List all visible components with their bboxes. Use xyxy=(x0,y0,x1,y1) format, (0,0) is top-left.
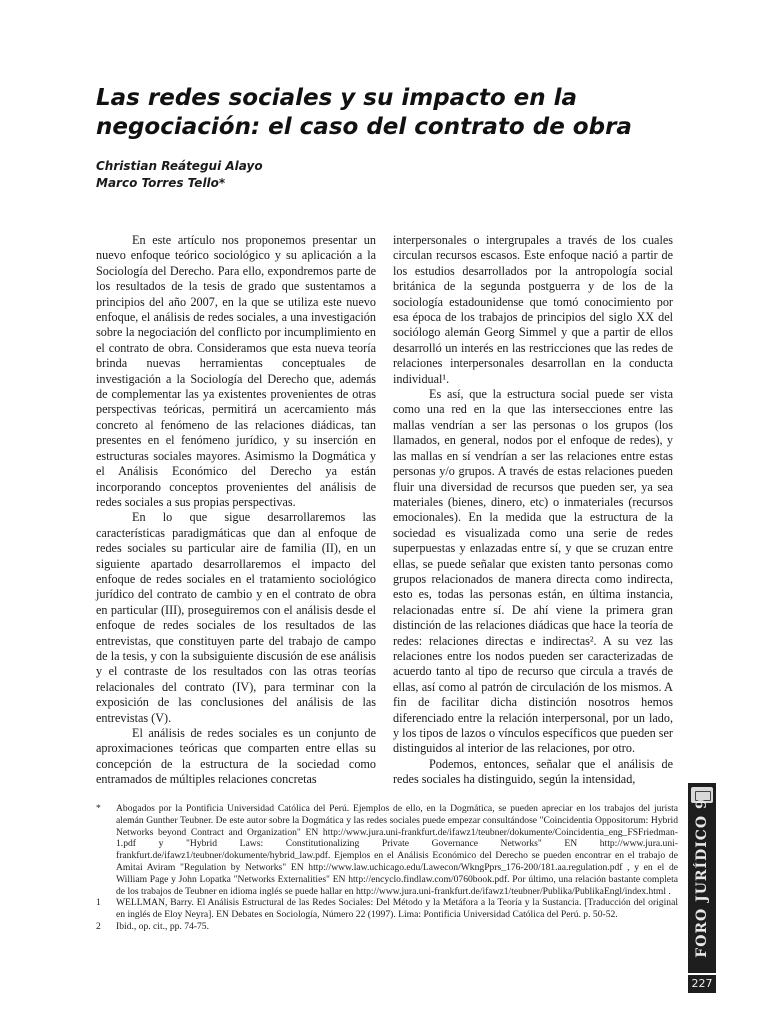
footnote-text: WELLMAN, Barry. El Análisis Estructural de las Redes Sociales: Del Método y la Metáfora a la Teoría y la Sustancia. [Traducción del original en inglés de Eloy Neyra]. EN Debates en Sociología, Número 22 (1997). Lima: Pontificia Universidad Católica del Perú. p. 50-52. xyxy=(116,897,678,921)
footnote-mark: 1 xyxy=(96,897,101,909)
paragraph: Podemos, entonces, señalar que el análisis de redes sociales ha distinguido, según la intensidad, xyxy=(393,756,673,787)
paragraph: Es así, que la estructura social puede ser vista como una red en la que las intersecciones entre las mallas vendrían a ser las personas o los grupos (los llamados, en general, nodos por el enfoque de redes), y las mallas en sí vendrían a ser las relaciones entre estas personas y/o grupos. A través de estas relaciones pueden fluir una diversidad de recursos que pueden ser, ya sea materiales (bienes, dinero, etc) o inmateriales (recursos emocionales). En la medida que la estructura de la sociedad es visualizada como una serie de redes superpuestas y enlazadas entre sí, y que se cruzan entre ellas, se puede señalar que existen tanto personas como grupos relacionados de manera directa como indirecta, esto es, todas las personas están, en última instancia, relacionadas entre sí. De ahí viene la primera gran distinción de las relaciones diádicas que hace la teoría de redes: relaciones directas e indirectas². A su vez las relaciones entre los nodos pueden ser caracterizadas de acuerdo tanto al tipo de recurso que circula a través de ellas, así como al patrón de circulación de los mismos. A fin de facilitar dicha distinción nosotros hemos diferenciado entre la relación interpersonal, por un lado, y los tipos de lazos o vínculos específicos que pueden ser distinguidos al interior de las relaciones, por otro. xyxy=(393,387,673,756)
footnote-mark: 2 xyxy=(96,920,101,932)
title-line-1: Las redes sociales y su impacto en la xyxy=(96,85,578,111)
footnote xyxy=(96,921,678,933)
body-column-right xyxy=(393,233,673,788)
footnotes xyxy=(96,803,678,933)
author-2: Marco Torres Tello* xyxy=(96,176,226,190)
paragraph: En este artículo nos proponemos presentar un nuevo enfoque teórico sociológico y su aplicación a la Sociología del Derecho. Para ello, expondremos parte de los resultados de la tesis de grado que sustentamos a principios del año 2007, en la que se utiliza este nuevo enfoque, el análisis de redes sociales, a una investigación sobre la negociación del conflicto por incumplimiento en el contrato de obra. Consideramos que esta nueva teoría brinda nuevas herramientas conceptuales de investigación a la Sociología del Derecho que, además de complementar las ya existentes provenientes de otras perspectivas teóricas, permitirá un acercamiento más concreto al fenómeno de las relaciones diádicas, tan presentes en el fenómeno jurídico, y su inserción en estructuras sociales mayores. Asimismo la Dogmática y el Análisis Económico del Derecho ya están incorporando conceptos provenientes del análisis de redes sociales a sus propias perspectivas. xyxy=(96,233,376,509)
footnote xyxy=(96,803,678,897)
paragraph: En lo que sigue desarrollaremos las características paradigmáticas que dan al enfoque de redes sociales su particular aire de familia (II), en un siguiente apartado desarrollaremos el impacto del enfoque de redes sociales en el tratamiento sociológico jurídico del contrato de cambio y en el contrato de obra en particular (III), proseguiremos con el análisis desde el enfoque de redes sociales de los resultados de las entrevistas, que constituyen parte del trabajo de campo de la tesis, y con la subsiguiente discusión de ese análisis y el contraste de los resultados con las otras teorías relacionales del contrato (IV), para terminar con la exposición de las conclusiones del análisis de las entrevistas (V). xyxy=(96,510,376,725)
body-column-left xyxy=(96,233,376,788)
page-number: 227 xyxy=(688,975,716,993)
authors xyxy=(96,158,263,192)
author-1: Christian Reátegui Alayo xyxy=(96,159,263,173)
footnote-text: Ibid., op. cit., pp. 74-75. xyxy=(116,920,209,932)
footnote xyxy=(96,897,678,921)
article-title xyxy=(96,84,696,142)
footnote-text: Abogados por la Pontificia Universidad Católica del Perú. Ejemplos de ello, en la Dogmática, se pueden apreciar en los trabajos del jurista alemán Gunther Teubner. De este autor sobre la Dogmática y las redes sociales puede empezar consultándose "Coincidentia Oppositorum: Hybrid Networks beyond Contract and Organization" EN http://www.jura.uni-frankfurt.de/ifawz1/teubner/dokumente/Coincidentia_eng_FSFriedman-1.pdf y "Hybrid Laws: Constitutionalizing Private Governance Networks" EN http://www.jura.uni-frankfurt.de/ifawz1/teubner/dokumente/hybrid_law.pdf. Ejemplos en el Análisis Económico del Derecho se pueden encontrar en el trabajo de Amitai Aviram "Regulation by Networks" EN http://www.law.uchicago.edu/Lawecon/WkngPprs_176-200/181.aa.regulation.pdf , y en el de William Page y John Lopatka "Networks Externalities" EN http://encyclo.findlaw.com/0760book.pdf. Por último, una relación bastante completa de los trabajos de Teubner en idioma inglés se puede hallar en http://www.jura.uni-frankfurt.de/ifawz1/teubner/Publika/PublikaEngl/index.html . xyxy=(116,803,678,897)
title-line-2: negociación: el caso del contrato de obra xyxy=(96,114,632,140)
footnote-mark: * xyxy=(96,803,101,814)
paragraph: El análisis de redes sociales es un conjunto de aproximaciones teóricas que comparten entre ellas su concepción de la estructura de la sociedad como entramados de múltiples relaciones concretas xyxy=(96,726,376,787)
paragraph: interpersonales o intergrupales a través de los cuales circulan recursos escasos. Este enfoque nació a partir de los estudios desarrollados por la antropología social británica de la segunda postguerra y de los de la sociología estadounidense que tomó conocimiento por esa época de los trabajos de principios del siglo XX del sociólogo alemán Georg Simmel y que a partir de ellos desarrolló un interés en las restricciones que las redes de relaciones interpersonales desarrollan en la conducta individual¹. xyxy=(393,233,673,386)
journal-name-text: FORO JURÍDICO 9 xyxy=(694,798,710,958)
